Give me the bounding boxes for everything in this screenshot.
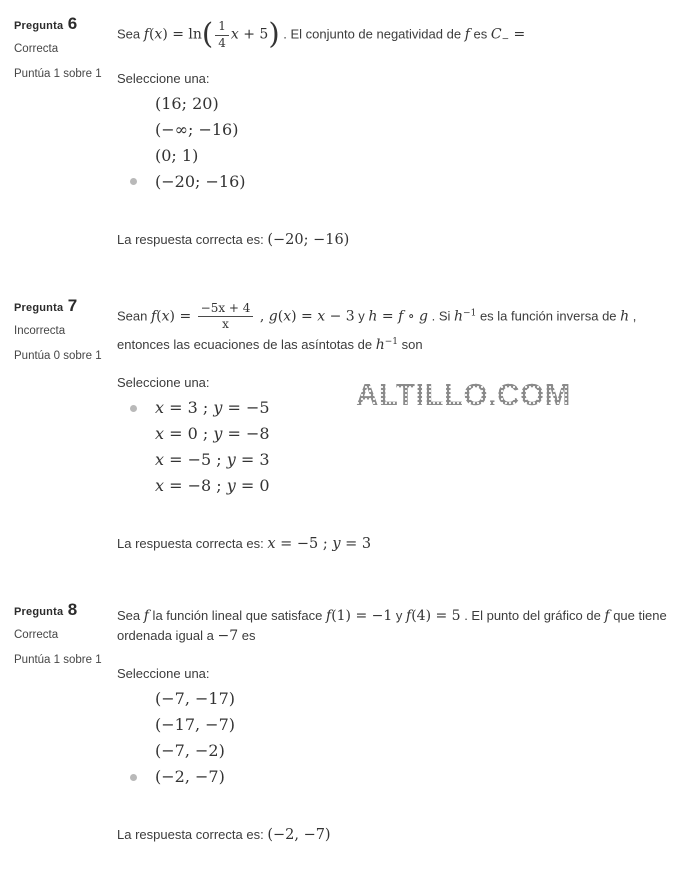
radio-button[interactable]: [117, 405, 155, 412]
math-part: C: [490, 26, 502, 43]
correct-answer: [117, 232, 680, 248]
question-label: Pregunta: [14, 20, 64, 32]
correct-answer-value: [267, 827, 330, 842]
math-part: = 3: [235, 450, 270, 470]
math-part: (: [156, 308, 162, 325]
radio-button[interactable]: [117, 178, 155, 185]
option-text: [155, 689, 235, 709]
radio-dot-icon: [130, 405, 137, 412]
math-part: y: [392, 608, 407, 624]
math-part: f: [604, 608, 610, 625]
math-part: x: [155, 476, 165, 496]
math-part: y: [226, 450, 236, 470]
math-part: −1: [463, 308, 477, 319]
math-part: y: [332, 536, 341, 553]
option-row[interactable]: [117, 117, 680, 143]
math-part: =: [509, 26, 526, 43]
math-part: h: [454, 308, 464, 325]
math-part: = −8 ;: [164, 476, 227, 496]
math-part: ): [268, 16, 280, 51]
question-number: 6: [67, 14, 78, 33]
math-part: (16; 20): [155, 93, 219, 113]
math-part: (−20; −16): [155, 171, 246, 191]
math-part: −: [501, 34, 510, 45]
math-part: ) =: [291, 308, 318, 325]
math-part: −1: [384, 337, 399, 348]
option-row[interactable]: [117, 447, 680, 473]
math-part: son: [398, 337, 423, 353]
option-text: [155, 146, 198, 166]
math-part: (: [277, 308, 284, 325]
option-text: [155, 94, 219, 114]
question-info: [0, 14, 117, 80]
option-row[interactable]: [117, 91, 680, 117]
math-part: es: [469, 26, 491, 42]
math-part: y: [213, 398, 223, 418]
math-part: h: [368, 308, 378, 325]
math-part: x: [267, 536, 276, 553]
math-part: . Si: [428, 308, 455, 324]
math-part: la función lineal que satisface: [148, 608, 326, 624]
math-part: x: [161, 308, 170, 325]
correct-answer-value: [267, 232, 349, 247]
question-status: Correcta: [14, 43, 59, 55]
radio-button[interactable]: [117, 483, 155, 490]
math-part: = 0 ;: [164, 424, 214, 444]
option-text: [155, 424, 270, 444]
math-part: f: [143, 608, 149, 625]
select-prompt: Seleccione una:: [117, 70, 210, 86]
math-part: ) =: [169, 308, 196, 325]
option-row[interactable]: [117, 143, 680, 169]
math-part: ∘: [403, 308, 420, 325]
question-block-6: [0, 14, 700, 296]
radio-dot-icon: [130, 774, 137, 781]
question-label: Pregunta: [14, 301, 64, 314]
radio-button[interactable]: [117, 722, 155, 729]
math-part: x: [155, 450, 165, 470]
question-header: [14, 600, 117, 620]
math-part: h: [375, 337, 385, 354]
math-part: g: [419, 308, 428, 325]
question-points: Puntúa 1 sobre 1: [14, 654, 102, 667]
math-part: h: [620, 308, 630, 325]
question-body: [117, 600, 680, 891]
correct-answer-label: La respuesta correcta es:: [117, 536, 268, 552]
math-part: (1) = −1: [331, 608, 393, 625]
math-part: x: [317, 308, 326, 325]
question-block-8: [0, 600, 700, 891]
correct-answer-label: La respuesta correcta es:: [117, 827, 268, 843]
math-part: (: [148, 26, 155, 43]
radio-button[interactable]: [117, 457, 155, 464]
math-part: (−7, −17): [155, 689, 236, 709]
select-prompt: Seleccione una:: [117, 666, 210, 682]
question-body: [117, 14, 680, 296]
option-text: [155, 172, 246, 192]
math-part: + 5: [238, 26, 269, 43]
math-part: (4) = 5: [411, 608, 461, 625]
math-part: es: [238, 628, 256, 644]
question-info: [0, 296, 117, 362]
correct-answer: [117, 536, 680, 552]
question-header: [14, 296, 117, 316]
question-label: Pregunta: [14, 606, 64, 619]
math-part: y: [354, 308, 369, 324]
option-row[interactable]: [117, 738, 680, 764]
math-part: f: [326, 608, 332, 625]
math-part: f: [143, 26, 149, 43]
question-info: [0, 600, 117, 666]
radio-button[interactable]: [117, 100, 155, 107]
math-part: x: [155, 398, 165, 418]
correct-answer-value: [267, 536, 371, 551]
radio-button[interactable]: [117, 431, 155, 438]
question-points: Puntúa 1 sobre 1: [14, 68, 102, 80]
math-part: . El punto del gráfico de: [460, 608, 605, 624]
option-row[interactable]: [117, 169, 680, 195]
math-part: = −5: [222, 398, 270, 418]
option-text: [155, 398, 270, 418]
math-part: f: [150, 308, 157, 325]
fraction: $\frac{1}{4}$: [215, 20, 229, 51]
math-part: −7: [217, 628, 239, 645]
option-text: [155, 450, 270, 470]
question-prompt: [117, 600, 680, 646]
math-part: = 3 ;: [164, 398, 214, 418]
option-text: [155, 715, 235, 735]
option-text: [155, 767, 225, 787]
math-part: ) = ln: [162, 26, 202, 43]
math-part: . El conjunto de negatividad de: [279, 26, 465, 42]
math-part: g: [268, 308, 278, 325]
question-number: 7: [67, 295, 78, 315]
math-part: ,: [255, 308, 269, 325]
math-part: y: [213, 424, 223, 444]
correct-answer-label: La respuesta correcta es:: [117, 231, 268, 247]
radio-button[interactable]: [117, 126, 155, 133]
question-block-7: [0, 296, 700, 601]
math-part: (0; 1): [155, 145, 199, 165]
fraction: $\frac{-5x + 4}{x}$: [198, 302, 254, 333]
options-list: [117, 91, 680, 195]
option-row[interactable]: [117, 764, 680, 790]
math-part: (−2, −7): [267, 827, 331, 844]
math-part: = −5 ;: [275, 536, 333, 553]
radio-button[interactable]: [117, 774, 155, 781]
math-part: x: [230, 26, 239, 43]
radio-button[interactable]: [117, 748, 155, 755]
options-list: [117, 686, 680, 790]
question-header: [14, 14, 117, 34]
math-part: (−20; −16): [267, 231, 350, 248]
math-part: f: [464, 26, 470, 43]
option-text: [155, 741, 225, 761]
option-row[interactable]: [117, 712, 680, 738]
math-part: Sea: [117, 608, 144, 624]
option-text: [155, 120, 238, 140]
math-part: x: [283, 308, 292, 325]
math-part: (−2, −7): [155, 767, 225, 787]
question-number: 8: [67, 600, 78, 620]
radio-dot-icon: [130, 178, 137, 185]
option-row[interactable]: [117, 421, 680, 447]
option-row[interactable]: [117, 686, 680, 712]
math-part: =: [377, 308, 399, 325]
math-part: = −5 ;: [164, 450, 227, 470]
math-part: Sea: [117, 26, 144, 42]
math-part: (−∞; −16): [155, 119, 239, 139]
math-part: = −8: [222, 424, 270, 444]
radio-button[interactable]: [117, 696, 155, 703]
math-part: f: [406, 608, 412, 625]
math-part: es la función inversa de: [476, 308, 621, 324]
correct-answer: [117, 827, 680, 843]
math-part: y: [226, 476, 236, 496]
math-part: que tiene ordenada igual a: [117, 608, 667, 644]
math-part: , entonces las ecuaciones de las asíntotas de: [117, 308, 637, 353]
math-part: f: [398, 308, 404, 325]
question-points: Puntúa 0 sobre 1: [14, 349, 102, 362]
option-text: [155, 476, 270, 496]
math-part: x: [155, 424, 165, 444]
question-body: [117, 296, 680, 601]
radio-button[interactable]: [117, 152, 155, 159]
math-part: − 3: [325, 308, 355, 325]
math-part: = 3: [340, 536, 372, 553]
watermark: ALTILLO.COM: [356, 377, 571, 412]
select-prompt: Seleccione una:: [117, 375, 210, 391]
question-prompt: [117, 14, 680, 51]
math-part: x: [154, 26, 163, 43]
math-part: Sean: [117, 308, 151, 324]
math-part: (−7, −2): [155, 741, 225, 761]
question-status: Correcta: [14, 629, 59, 642]
math-part: = 0: [235, 476, 270, 496]
math-part: (−17, −7): [155, 715, 236, 735]
math-part: (: [201, 16, 214, 51]
question-prompt: [117, 296, 680, 356]
option-row[interactable]: [117, 473, 680, 499]
question-status: Incorrecta: [14, 324, 66, 337]
